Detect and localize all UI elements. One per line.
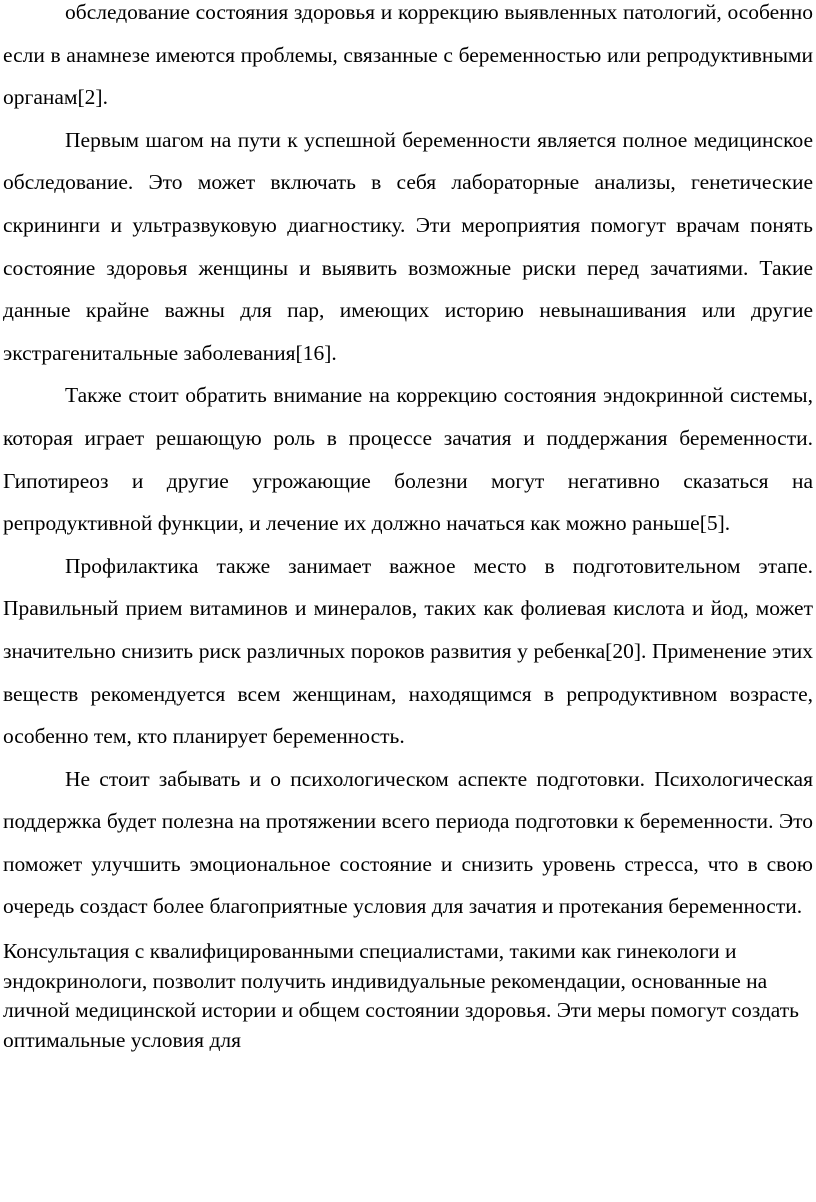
paragraph-medical-examination: Первым шагом на пути к успешной беременности является полное медицинское обследование. Это может включать в себя лабораторные анализы, генетические скрининги и ультразвуковую диагностику. Эти мероприятия помогут врачам понять состояние здоровья женщины и выявить возможные риски перед зачатиями. Такие данные крайне важны для пар, имеющих историю невынашивания или другие экстрагенитальные заболевания[16].: [3, 127, 813, 365]
paragraph-consultation: Консультация с квалифицированными специалистами, такими как гинекологи и эндокринологи, позволит получить индивидуальные рекомендации, основанные на личной медицинской истории и общем состоянии здоровья. Эти меры помогут создать оптимальные условия для: [3, 939, 799, 1052]
paragraph-psychological-aspect: Не стоит забывать и о психологическом аспекте подготовки. Психологическая поддержка будет полезна на протяжении всего периода подготовки к беременности. Это поможет улучшить эмоциональное состояние и снизить уровень стресса, что в свою очередь создаст более благоприятные условия для зачатия и протекания беременности.: [3, 766, 813, 919]
paragraph-endocrine-system: Также стоит обратить внимание на коррекцию состояния эндокринной системы, которая играет решающую роль в процессе зачатия и поддержания беременности. Гипотиреоз и другие угрожающие болезни могут негативно сказаться на репродуктивной функции, и лечение их должно начаться как можно раньше[5].: [3, 383, 813, 536]
paragraph-prevention: Профилактика также занимает важное место в подготовительном этапе. Правильный прием витаминов и минералов, таких как фолиевая кислота и йод, может значительно снизить риск различных пороков развития у ребенка[20]. Применение этих веществ рекомендуется всем женщинам, находящимся в репродуктивном возрасте, особенно тем, кто планирует беременность.: [3, 553, 813, 749]
paragraph-continuation: обследование состояния здоровья и коррекцию выявленных патологий, особенно если в анамнезе имеются проблемы, связанные с беременностью или репродуктивными органам[2].: [3, 0, 813, 110]
